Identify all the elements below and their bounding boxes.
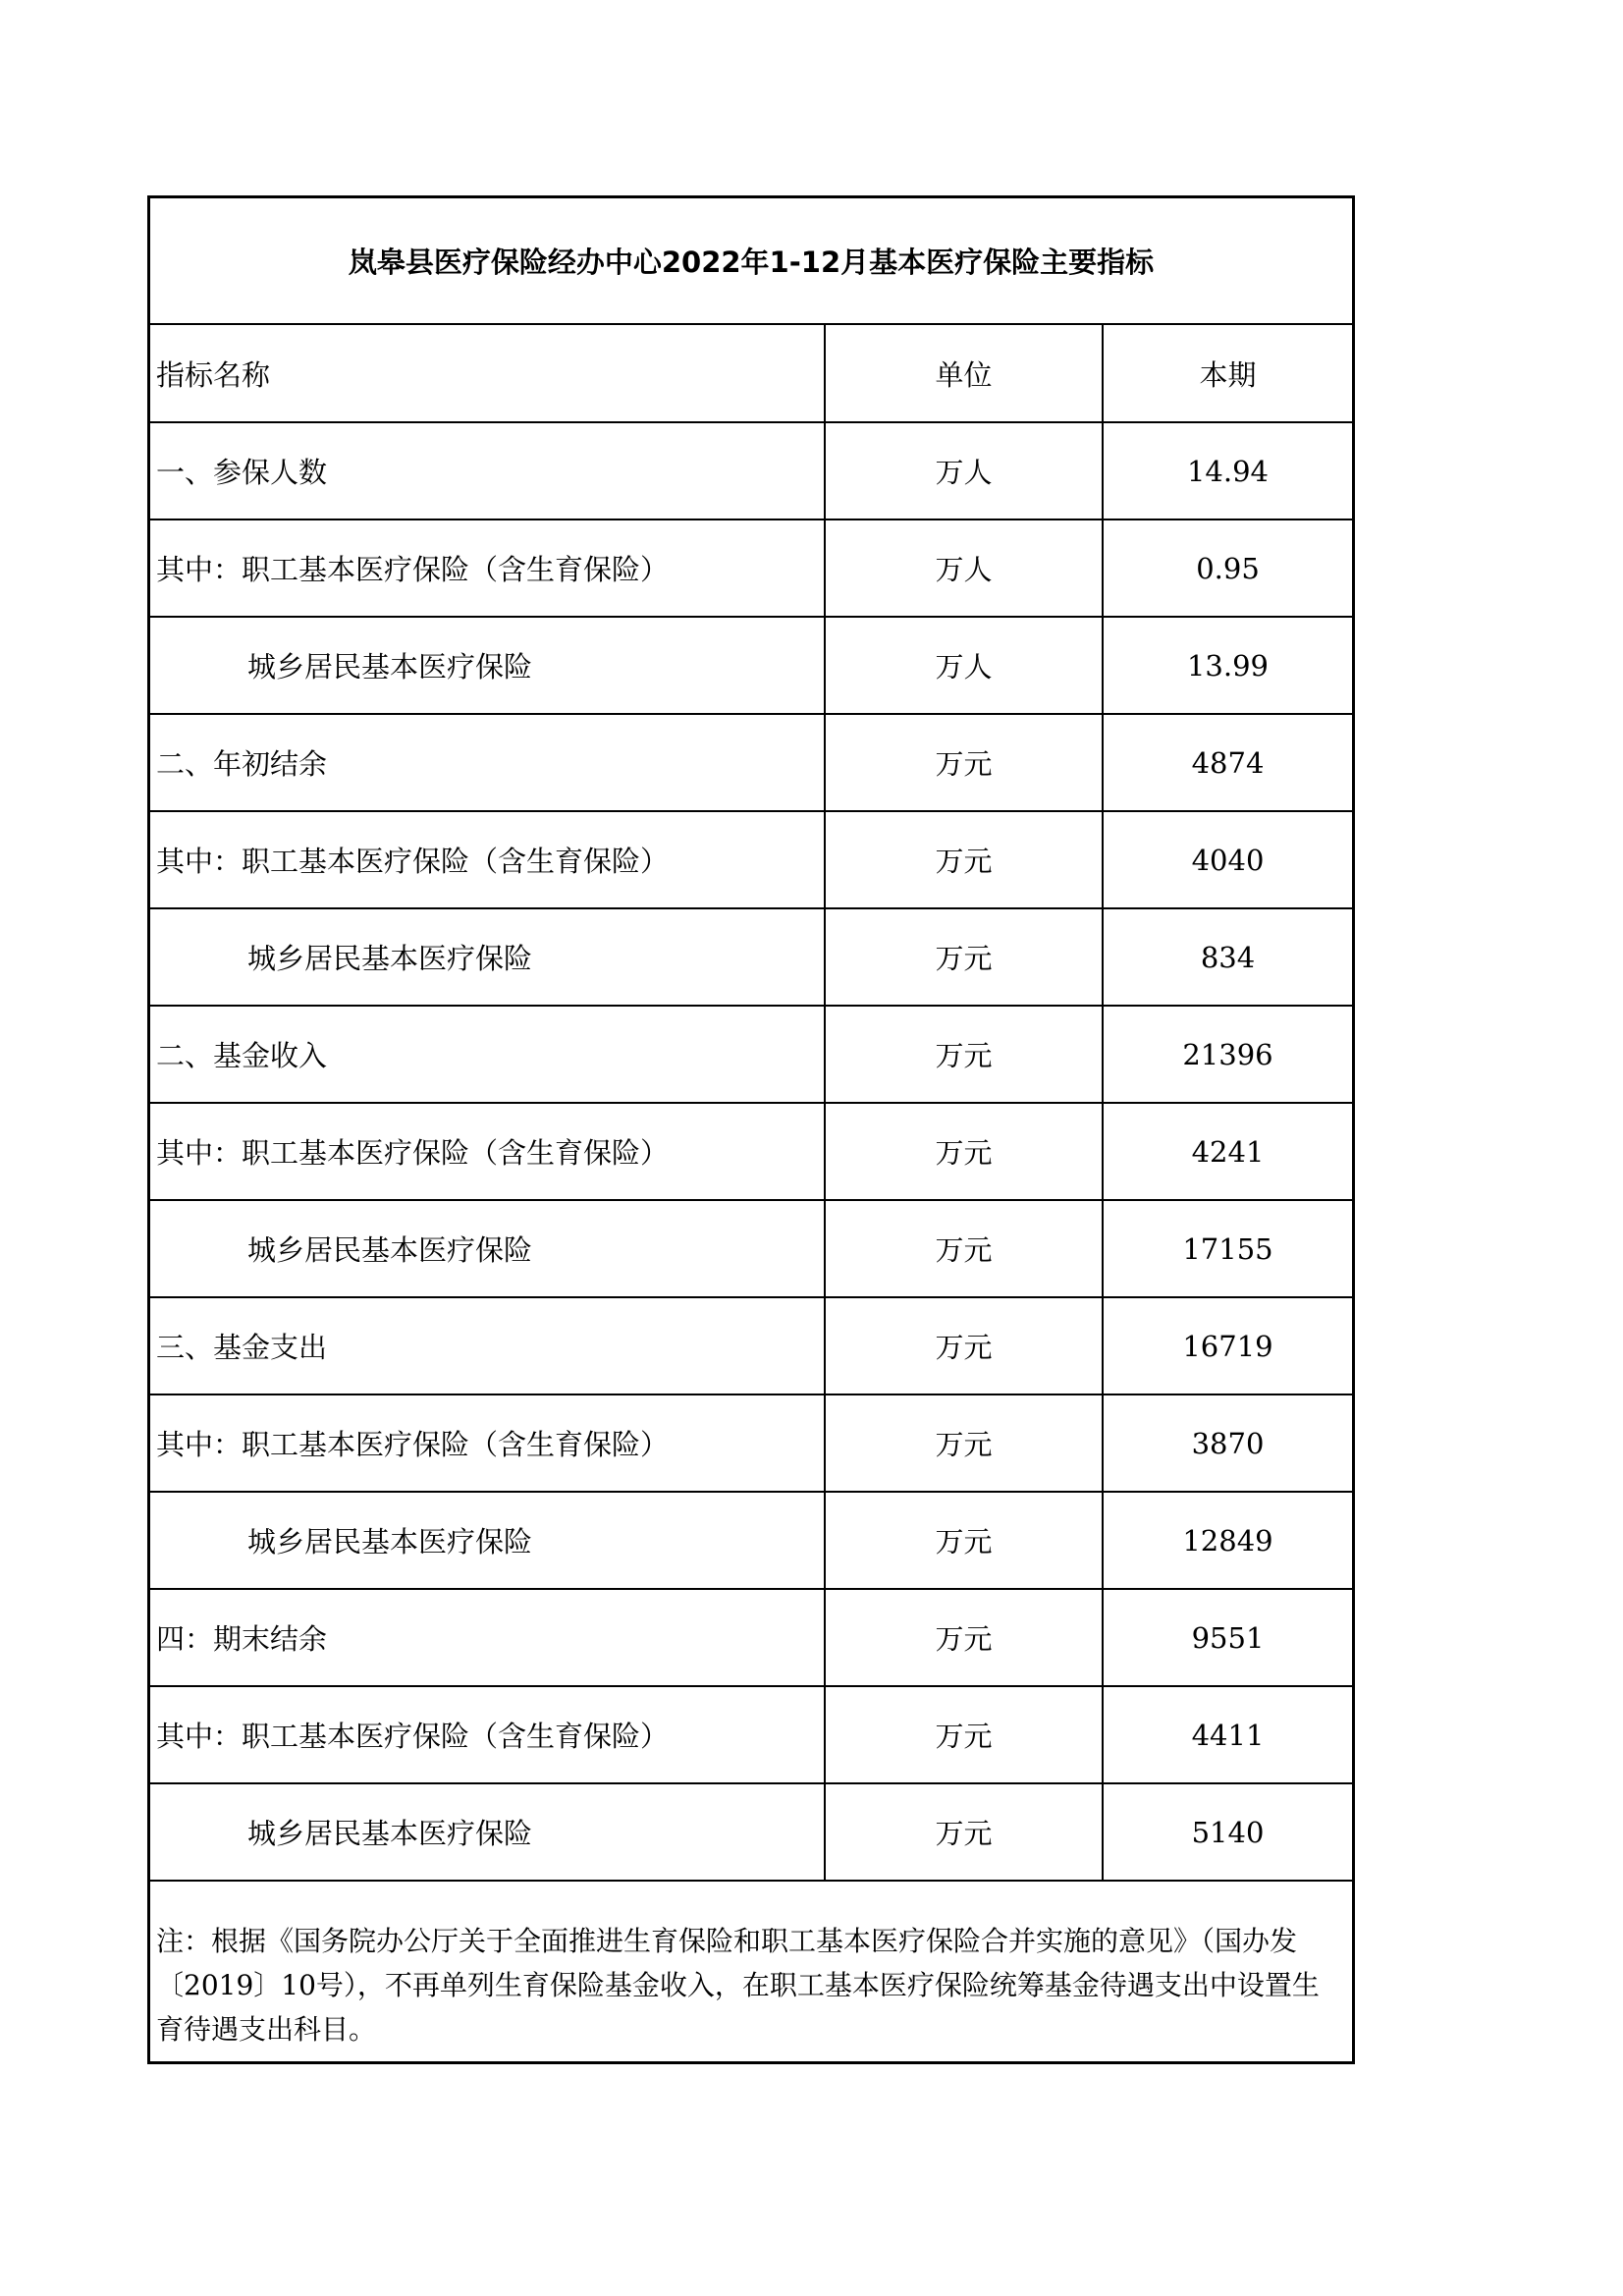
indicator-name-cell: 二、年初结余 — [150, 714, 825, 811]
header-unit: 单位 — [825, 325, 1103, 422]
value-cell: 13.99 — [1103, 617, 1352, 714]
unit-cell: 万元 — [825, 1492, 1103, 1589]
unit-cell: 万元 — [825, 1200, 1103, 1297]
footnote: 注：根据《国务院办公厅关于全面推进生育保险和职工基本医疗保险合并实施的意见》（国办发〔2019〕10号），不再单列生育保险基金收入，在职工基本医疗保险统筹基金待遇支出中设置生育待遇支出科目。 — [156, 1925, 1320, 2046]
indicator-name-cell: 一、参保人数 — [150, 422, 825, 519]
indicator-name-cell: 其中：职工基本医疗保险（含生育保险） — [150, 811, 825, 908]
indicator-name-cell: 其中：职工基本医疗保险（含生育保险） — [150, 519, 825, 617]
header-current-period: 本期 — [1103, 325, 1352, 422]
value-cell: 5140 — [1103, 1783, 1352, 1881]
table-row — [150, 1686, 1352, 1783]
unit-cell: 万元 — [825, 908, 1103, 1006]
value-cell: 4411 — [1103, 1686, 1352, 1783]
table-row — [150, 1492, 1352, 1589]
indicator-name-cell: 其中：职工基本医疗保险（含生育保险） — [150, 1103, 825, 1200]
table-row — [150, 714, 1352, 811]
indicator-name-cell: 城乡居民基本医疗保险 — [150, 1200, 825, 1297]
table-row — [150, 519, 1352, 617]
indicator-name-cell: 城乡居民基本医疗保险 — [150, 908, 825, 1006]
value-cell: 3870 — [1103, 1394, 1352, 1492]
table-row — [150, 1103, 1352, 1200]
indicator-table — [147, 195, 1355, 2064]
unit-cell: 万元 — [825, 1686, 1103, 1783]
table-row — [150, 1006, 1352, 1103]
unit-cell: 万人 — [825, 422, 1103, 519]
table-row — [150, 1783, 1352, 1881]
unit-cell: 万元 — [825, 1006, 1103, 1103]
value-cell: 834 — [1103, 908, 1352, 1006]
unit-cell: 万元 — [825, 1103, 1103, 1200]
table-row — [150, 1394, 1352, 1492]
table-row — [150, 1297, 1352, 1394]
indicator-name-cell: 四：期末结余 — [150, 1589, 825, 1686]
indicator-name-cell: 城乡居民基本医疗保险 — [150, 1492, 825, 1589]
unit-cell: 万人 — [825, 617, 1103, 714]
value-cell: 16719 — [1103, 1297, 1352, 1394]
indicator-name-cell: 三、基金支出 — [150, 1297, 825, 1394]
header-indicator-name: 指标名称 — [150, 325, 825, 422]
value-cell: 17155 — [1103, 1200, 1352, 1297]
unit-cell: 万元 — [825, 1297, 1103, 1394]
value-cell: 0.95 — [1103, 519, 1352, 617]
value-cell: 21396 — [1103, 1006, 1352, 1103]
indicator-grid — [150, 325, 1352, 1882]
unit-cell: 万元 — [825, 714, 1103, 811]
indicator-name-cell: 二、基金收入 — [150, 1006, 825, 1103]
indicator-name-cell: 其中：职工基本医疗保险（含生育保险） — [150, 1394, 825, 1492]
value-cell: 9551 — [1103, 1589, 1352, 1686]
indicator-name-cell: 城乡居民基本医疗保险 — [150, 617, 825, 714]
unit-cell: 万元 — [825, 1783, 1103, 1881]
indicator-name-cell: 城乡居民基本医疗保险 — [150, 1783, 825, 1881]
table-row — [150, 908, 1352, 1006]
table-row — [150, 617, 1352, 714]
indicator-name-cell: 其中：职工基本医疗保险（含生育保险） — [150, 1686, 825, 1783]
value-cell: 14.94 — [1103, 422, 1352, 519]
unit-cell: 万元 — [825, 1394, 1103, 1492]
table-row — [150, 811, 1352, 908]
unit-cell: 万元 — [825, 811, 1103, 908]
value-cell: 4874 — [1103, 714, 1352, 811]
table-row — [150, 422, 1352, 519]
header-row — [150, 325, 1352, 422]
table-title: 岚皋县医疗保险经办中心2022年1-12月基本医疗保险主要指标 — [150, 198, 1352, 325]
unit-cell: 万元 — [825, 1589, 1103, 1686]
value-cell: 4241 — [1103, 1103, 1352, 1200]
unit-cell: 万人 — [825, 519, 1103, 617]
value-cell: 4040 — [1103, 811, 1352, 908]
table-row — [150, 1200, 1352, 1297]
value-cell: 12849 — [1103, 1492, 1352, 1589]
table-row — [150, 1589, 1352, 1686]
